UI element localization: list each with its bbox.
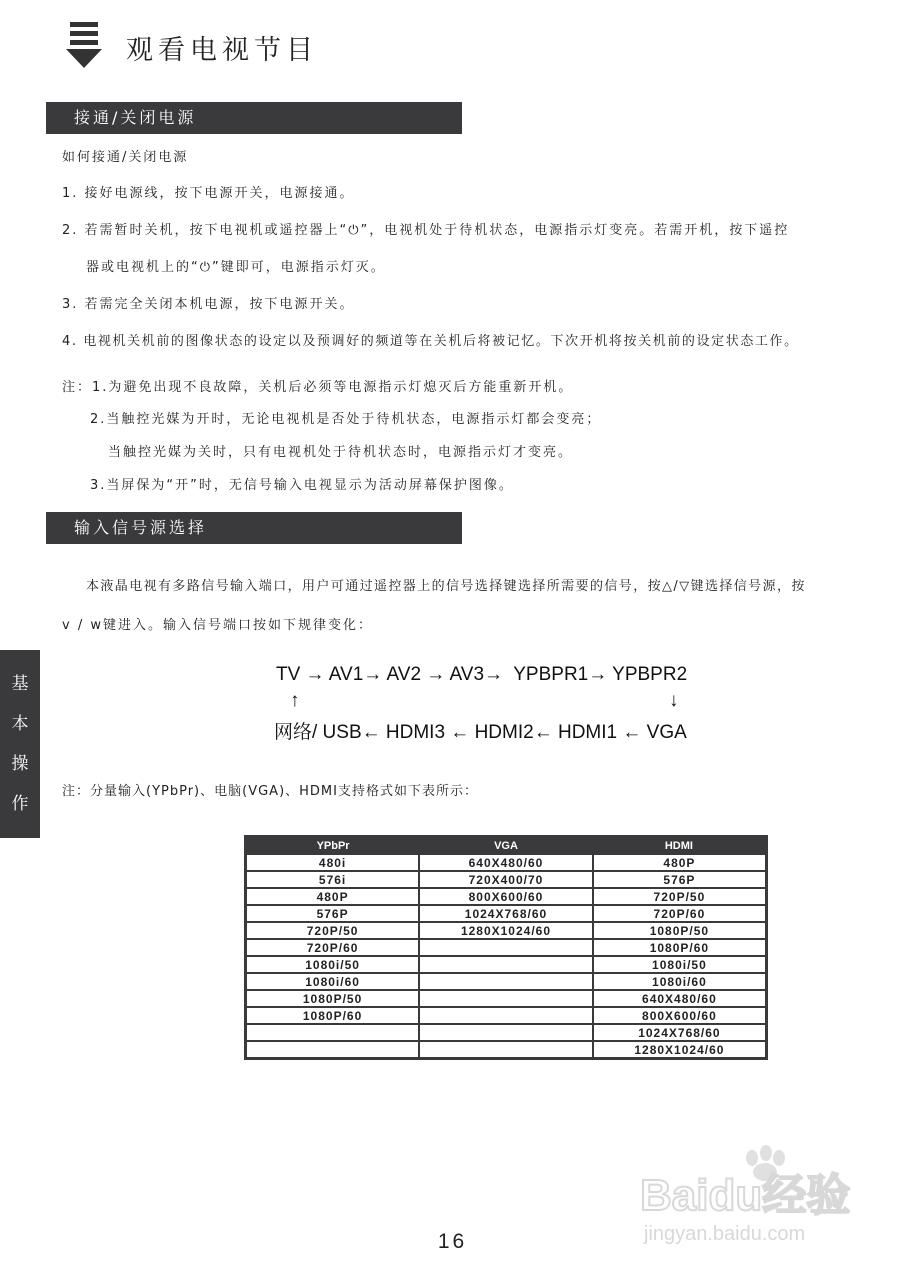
cell-ypbpr: 1080i/50 bbox=[246, 956, 420, 973]
table-row bbox=[246, 905, 767, 922]
cell-ypbpr: 720P/60 bbox=[246, 939, 420, 956]
baidu-jingyan-watermark-logo bbox=[640, 1140, 880, 1250]
cell-vga bbox=[419, 1024, 593, 1041]
cell-hdmi: 640X480/60 bbox=[593, 990, 767, 1007]
cell-vga: 720X400/70 bbox=[419, 871, 593, 888]
watermark-url: jingyan.baidu.com bbox=[644, 1223, 806, 1245]
cell-hdmi: 1024X768/60 bbox=[593, 1024, 767, 1041]
cell-vga bbox=[419, 939, 593, 956]
table-row bbox=[246, 973, 767, 990]
cell-vga bbox=[419, 973, 593, 990]
power-note-2-cont: 当触控光媒为关时，只有电视机处于待机状态时，电源指示灯才变亮。 bbox=[108, 445, 574, 460]
cell-vga bbox=[419, 1007, 593, 1024]
flow-up-arrow-icon: ↑ bbox=[290, 690, 300, 711]
column-header-ypbpr: YPbPr bbox=[246, 837, 420, 855]
cell-hdmi: 1080P/60 bbox=[593, 939, 767, 956]
power-note-3: 3.当屏保为“开”时，无信号输入电视显示为活动屏幕保护图像。 bbox=[90, 478, 514, 493]
section-title-power: 接通/关闭电源 bbox=[46, 102, 462, 134]
cell-ypbpr bbox=[246, 1024, 420, 1041]
section-title-input: 输入信号源选择 bbox=[46, 512, 462, 544]
table-row bbox=[246, 922, 767, 939]
column-header-hdmi: HDMI bbox=[593, 837, 767, 855]
power-step-2: 2. 若需暂时关机，按下电视机或遥控器上“⏻”，电视机处于待机状态，电源指示灯变亮。若需开机，按下遥控 bbox=[62, 223, 790, 238]
page-number: 16 bbox=[437, 1230, 468, 1253]
power-step-4: 4. 电视机关机前的图像状态的设定以及预调好的频道等在关机后将被记忆。下次开机将按关机前的设定状态工作。 bbox=[62, 334, 799, 349]
side-tab-char: 本 bbox=[11, 713, 29, 734]
cell-vga bbox=[419, 956, 593, 973]
input-flow-line-3: 网络/ USB← HDMI3 ← HDMI2← HDMI1 ← VGA bbox=[274, 722, 687, 743]
side-tab-basic-operation bbox=[0, 650, 40, 838]
cell-ypbpr bbox=[246, 1041, 420, 1059]
power-step-3: 3. 若需完全关闭本机电源，按下电源开关。 bbox=[62, 297, 355, 312]
cell-hdmi: 576P bbox=[593, 871, 767, 888]
cell-vga bbox=[419, 990, 593, 1007]
power-step-1: 1. 接好电源线，按下电源开关，电源接通。 bbox=[62, 186, 355, 201]
table-row bbox=[246, 888, 767, 905]
table-row bbox=[246, 990, 767, 1007]
table-row bbox=[246, 1007, 767, 1024]
cell-vga: 640X480/60 bbox=[419, 854, 593, 871]
power-step-2-cont: 器或电视机上的“⏻”键即可，电源指示灯灭。 bbox=[86, 260, 386, 275]
table-row bbox=[246, 1041, 767, 1059]
down-arrow-title-icon bbox=[66, 22, 102, 68]
cell-vga: 800X600/60 bbox=[419, 888, 593, 905]
cell-vga bbox=[419, 1041, 593, 1059]
section-subtitle: 如何接通/关闭电源 bbox=[62, 150, 189, 165]
table-row bbox=[246, 1024, 767, 1041]
cell-ypbpr: 1080i/60 bbox=[246, 973, 420, 990]
cell-hdmi: 720P/60 bbox=[593, 905, 767, 922]
cell-hdmi: 480P bbox=[593, 854, 767, 871]
cell-ypbpr: 1080P/50 bbox=[246, 990, 420, 1007]
table-header-row bbox=[246, 837, 767, 855]
input-paragraph-line-1: 本液晶电视有多路信号输入端口，用户可通过遥控器上的信号选择键选择所需要的信号，按△/▽键选择信号源，按 bbox=[86, 579, 806, 594]
column-header-vga: VGA bbox=[419, 837, 593, 855]
cell-ypbpr: 720P/50 bbox=[246, 922, 420, 939]
side-tab-char: 作 bbox=[11, 793, 29, 814]
input-flow-line-1: TV → AV1→ AV2 → AV3→ YPBPR1→ YPBPR2 bbox=[276, 664, 688, 685]
side-tab-char: 操 bbox=[11, 753, 29, 774]
cell-hdmi: 800X600/60 bbox=[593, 1007, 767, 1024]
table-row bbox=[246, 854, 767, 871]
flow-down-arrow-icon: ↓ bbox=[669, 690, 679, 711]
format-support-table bbox=[244, 835, 768, 1060]
cell-vga: 1280X1024/60 bbox=[419, 922, 593, 939]
cell-hdmi: 720P/50 bbox=[593, 888, 767, 905]
side-tab-char: 基 bbox=[11, 673, 29, 694]
table-row bbox=[246, 956, 767, 973]
cell-hdmi: 1280X1024/60 bbox=[593, 1041, 767, 1059]
cell-hdmi: 1080i/60 bbox=[593, 973, 767, 990]
power-note-2: 2.当触控光媒为开时，无论电视机是否处于待机状态，电源指示灯都会变亮； bbox=[90, 412, 602, 427]
cell-ypbpr: 480P bbox=[246, 888, 420, 905]
cell-ypbpr: 576i bbox=[246, 871, 420, 888]
page-title: 观看电视节目 bbox=[126, 35, 318, 66]
cell-hdmi: 1080P/50 bbox=[593, 922, 767, 939]
power-note-1: 注：1.为避免出现不良故障，关机后必须等电源指示灯熄灭后方能重新开机。 bbox=[62, 380, 574, 395]
cell-ypbpr: 480i bbox=[246, 854, 420, 871]
table-row bbox=[246, 939, 767, 956]
watermark-brand: Baidu经验 bbox=[640, 1171, 851, 1220]
cell-ypbpr: 576P bbox=[246, 905, 420, 922]
table-row bbox=[246, 871, 767, 888]
format-table-note: 注：分量输入(YPbPr)、电脑(VGA)、HDMI支持格式如下表所示： bbox=[62, 784, 478, 799]
input-paragraph-line-2: v / w键进入。输入信号端口按如下规律变化： bbox=[62, 618, 373, 633]
cell-ypbpr: 1080P/60 bbox=[246, 1007, 420, 1024]
cell-hdmi: 1080i/50 bbox=[593, 956, 767, 973]
cell-vga: 1024X768/60 bbox=[419, 905, 593, 922]
